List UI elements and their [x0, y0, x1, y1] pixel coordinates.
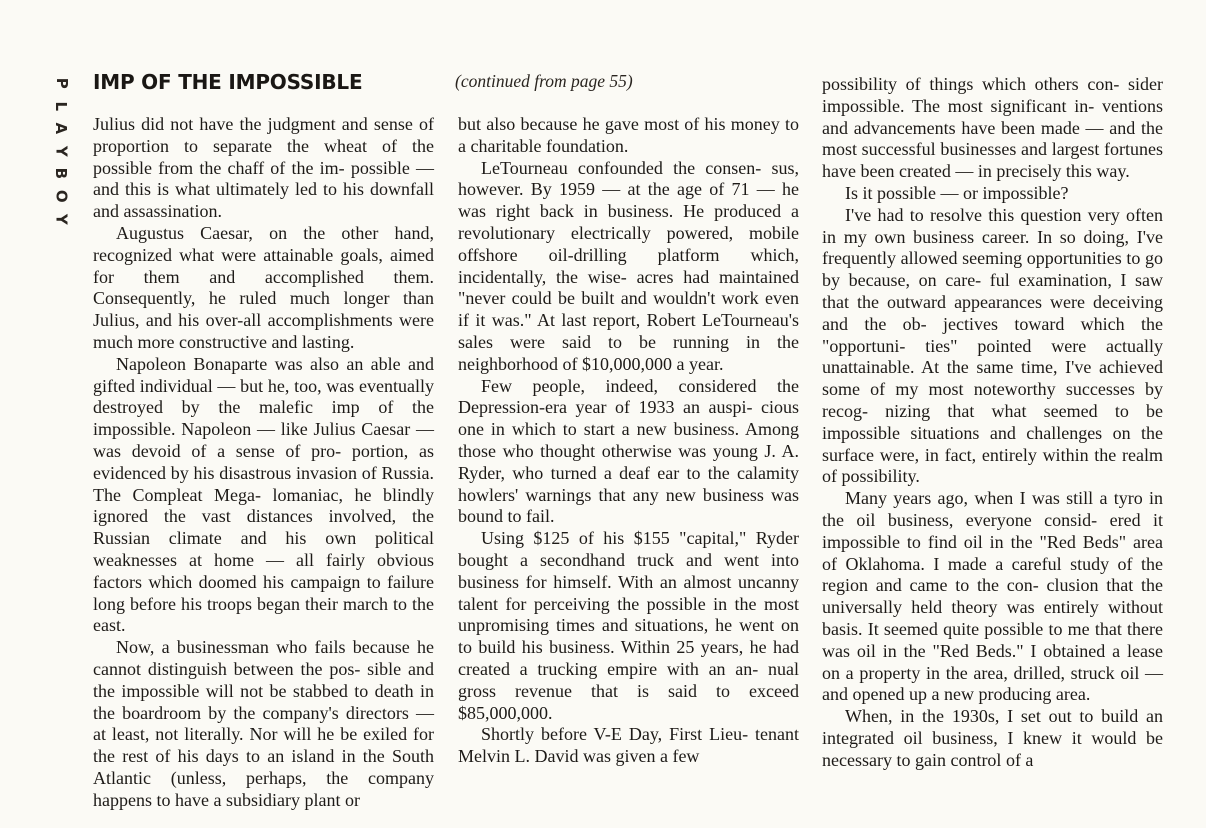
magazine-letter: Y [52, 145, 71, 157]
text-line: 71 — he was right back in business. He [458, 179, 800, 222]
text-line: of the possible from the chaff of the im- [93, 135, 434, 178]
text-line: ties" pointed were actually unattainable. [822, 335, 1163, 378]
text-line: Is it possible — or impossible? [845, 182, 1069, 203]
text-line: nizing that what seemed to be impossible [822, 400, 1164, 443]
text-line: the company's directors — at least, not [93, 702, 434, 745]
text-line: doing, I've frequently allowed seeming [822, 226, 1163, 269]
text-line: Ryder bought a secondhand truck and [458, 528, 800, 570]
text-line: and largest fortunes have been created [822, 139, 1164, 182]
text-line: business. Among those who thought [458, 419, 800, 461]
text-line: possibility of things which others con- [822, 74, 1120, 94]
text-line: Augustus Caesar, on the other hand, [116, 222, 434, 243]
text-line: Consequently, he ruled much longer than [93, 288, 434, 309]
text-line: the possible in the most unpromising [458, 593, 799, 636]
text-line: When, in the 1930s, I set out to build [845, 706, 1139, 727]
paragraph [822, 205, 1163, 488]
text-line: Beds" area of Oklahoma. I made a careful [822, 531, 1163, 574]
magazine-letter: B [52, 167, 71, 180]
text-line: recognized what were attainable goals, [93, 244, 383, 265]
text-line: otherwise was young J. A. Ryder, who [458, 440, 800, 483]
text-line: invasion of Russia. The Compleat Mega- [93, 462, 435, 505]
article-title: IMP OF THE IMPOSSIBLE [93, 70, 363, 94]
text-line: sible and the impossible will not be [93, 658, 434, 701]
text-line: his business. Within 25 years, he had [521, 637, 799, 658]
text-line: was entirely without basis. It seemed [822, 597, 1163, 639]
text-line: troops began their march to the east. [93, 593, 434, 636]
text-line: and gifted individual — but he, too, was [93, 353, 435, 396]
text-line: times and situations, he went on to build [458, 615, 800, 658]
text-line: Napoleon Bonaparte was also an able [116, 353, 401, 374]
text-line: acres had maintained "never could be [458, 266, 799, 309]
paragraph [93, 354, 434, 637]
text-line: possible — and this is what ultimately led [93, 157, 434, 200]
text-line: Using $125 of his $155 "capital," [481, 528, 747, 549]
text-line: cious one in which to start a new [458, 397, 799, 440]
text-line: Julius, and his over-all accomplishments [93, 310, 393, 331]
continued-note: (continued from page 55) [455, 71, 633, 91]
text-line: warnings that any new business was [525, 484, 799, 505]
text-line: money to a charitable foundation. [458, 114, 800, 156]
text-line: clusion that the universally held theory [822, 575, 1164, 618]
text-line: situations and challenges on the surface [822, 422, 1163, 465]
text-line: sus, however. By 1959 — at the age of [458, 157, 800, 200]
paragraph [458, 158, 799, 376]
text-line: distances involved, the Russian climate [93, 506, 434, 549]
text-line: eventually destroyed by the malefic imp [93, 375, 435, 418]
paragraph [822, 183, 1163, 205]
text-line: bound to fail. [458, 506, 555, 527]
text-line: were much more constructive and lasting. [93, 310, 434, 352]
text-line: property in the area, drilled, struck oil — [859, 662, 1163, 683]
text-line: aimed for them and accomplished them. [93, 244, 435, 287]
text-line: sense of proportion to separate the wheat [93, 114, 435, 156]
text-line: were, in fact, entirely within the realm [879, 444, 1163, 465]
text-line: nual gross revenue that is said to exceed [458, 658, 800, 701]
text-line: platform which, incidentally, the wise- [458, 244, 799, 287]
text-line: Atlantic (unless, perhaps, the company [93, 767, 434, 788]
text-line: of the impossible. Napoleon — like Julius [93, 397, 435, 440]
text-line: sider impossible. The most significant in- [822, 74, 1163, 116]
text-line: happens to have a subsidiary plant or [93, 789, 360, 810]
text-line: lomaniac, he blindly ignored the vast [93, 484, 434, 527]
paragraph [93, 637, 434, 811]
paragraph [822, 488, 1163, 706]
paragraph [458, 724, 799, 768]
text-line: study of the region and came to the con- [822, 553, 1163, 596]
text-line: the "Red Beds." I obtained a lease on a [822, 640, 1163, 683]
text-line: Many years ago, when I was still a [845, 488, 1108, 509]
text-line: literally. Nor will he be exiled for the rest [93, 724, 434, 767]
text-line: made — and the most successful businesses [822, 117, 1163, 160]
paragraph [93, 223, 434, 354]
text-line: opportunities to go by because, on care- [822, 248, 1164, 291]
text-line: portion, as evidenced by his disastrous [93, 440, 434, 483]
magazine-letter: P [52, 77, 71, 89]
text-line: I've had to resolve this question very [845, 204, 1120, 225]
text-line: ventions and advancements have been [822, 95, 1164, 138]
text-line: and his own political weaknesses at home [93, 528, 435, 570]
text-line: neighborhood of $10,000,000 a year. [458, 353, 724, 374]
text-line: At the same time, I've achieved some of [822, 357, 1163, 400]
text-line: — in precisely this way. [955, 161, 1130, 182]
text-line: — all fairly obvious factors which doomed [93, 549, 435, 592]
text-line: an integrated oil business, I knew it [822, 706, 1163, 748]
paragraph [822, 74, 1163, 183]
text-line: Julius did not have the judgment and [93, 114, 368, 134]
paragraph [93, 114, 434, 223]
text-line: Caesar — was devoid of a sense of pro- [93, 419, 435, 461]
text-line: Now, a businessman who fails because [116, 637, 410, 658]
text-line: almost uncanny talent for perceiving [458, 571, 800, 614]
text-line: he cannot distinguish between the pos- [93, 637, 435, 679]
paragraph [822, 706, 1163, 771]
magazine-letter: L [52, 101, 71, 111]
text-line: ered it impossible to find oil in the "Red [822, 509, 1164, 552]
text-line: but also because he gave most of his [458, 114, 726, 134]
text-line: to his downfall and assassination. [93, 179, 435, 222]
text-line: his campaign to failure long before his [93, 571, 435, 614]
text-line: tyro in the oil business, everyone consid- [822, 488, 1164, 530]
text-line: would be necessary to gain control of a [822, 727, 1163, 770]
text-line: LeTourneau confounded the consen- [481, 157, 762, 178]
text-line: my most noteworthy successes by recog- [822, 379, 1163, 421]
text-line: $85,000,000. [458, 702, 553, 723]
text-line: At last report, Robert LeTourneau's [537, 310, 799, 331]
text-line: ful examination, I saw that the outward [822, 270, 1163, 312]
text-column-3 [822, 74, 1163, 772]
text-line: appearances were deceiving and the ob- [822, 291, 1163, 334]
text-line: built and wouldn't work even if it was." [458, 288, 799, 331]
text-column-2 [458, 114, 799, 768]
text-line: went into business for himself. With an [458, 549, 800, 592]
text-line: of his days to an island in the South [155, 746, 434, 767]
text-line: of possibility. [822, 466, 920, 487]
text-line: created a trucking empire with an an- [458, 658, 759, 679]
paragraph [458, 528, 799, 724]
text-line: Few people, indeed, considered the [481, 375, 799, 396]
text-line: jectives toward which the "opportuni- [822, 313, 1163, 356]
text-line: Shortly before V-E Day, First Lieu- [481, 724, 749, 745]
magazine-name-vertical [44, 72, 78, 230]
magazine-letter: Y [52, 213, 71, 225]
text-line: sales were said to be running in the [458, 331, 799, 352]
text-line: powered, mobile offshore oil-drilling [458, 222, 800, 265]
text-line: tenant Melvin L. David was given a few [458, 724, 799, 767]
text-line: often in my own business career. In so [822, 204, 1163, 247]
text-column-1 [93, 114, 434, 812]
text-line: produced a revolutionary electrically [458, 201, 799, 243]
text-line: turned a deaf ear to the calamity howlers' [458, 462, 800, 505]
magazine-letter: O [52, 189, 71, 203]
text-line: Depression-era year of 1933 an auspi- [458, 397, 753, 418]
magazine-letter: A [52, 122, 71, 135]
paragraph [458, 376, 799, 529]
paragraph [458, 114, 799, 158]
text-line: stabbed to death in the boardroom by [93, 680, 435, 723]
text-line: and opened up a new producing area. [822, 684, 1091, 705]
text-line: quite possible to me that there was oil in [822, 618, 1164, 661]
